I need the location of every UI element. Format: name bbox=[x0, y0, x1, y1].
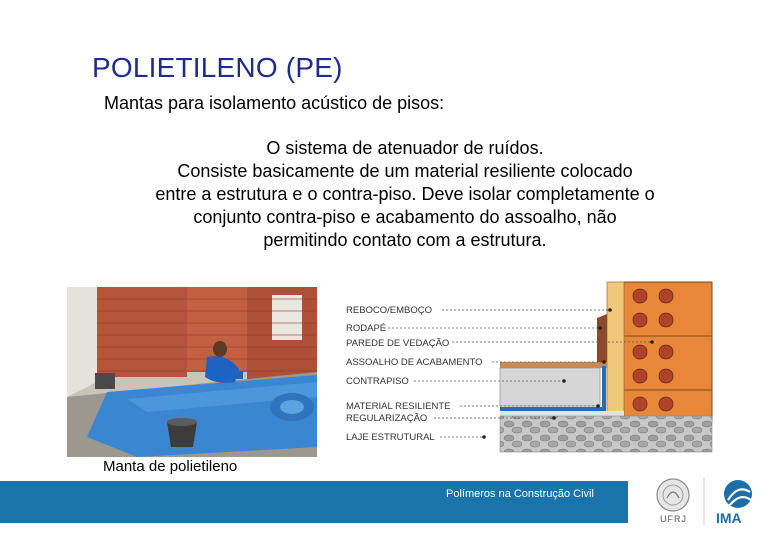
label-contrapiso: CONTRAPISO bbox=[346, 376, 409, 387]
label-material-resiliente: MATERIAL RESILIENTE bbox=[346, 401, 451, 412]
body-line: conjunto contra-piso e acabamento do assoalho, não bbox=[193, 207, 617, 227]
label-laje: LAJE ESTRUTURAL bbox=[346, 432, 435, 443]
floor-section-diagram bbox=[342, 280, 716, 455]
footer-text: Polímeros na Construção Civil bbox=[446, 488, 594, 500]
label-rodape: RODAPÉ bbox=[346, 323, 387, 334]
logo-area bbox=[628, 470, 780, 540]
photo-illustration bbox=[67, 287, 317, 457]
ima-logo-icon bbox=[724, 480, 752, 508]
label-reboco: REBOCO/EMBOÇO bbox=[346, 305, 433, 316]
label-regularizacao: REGULARIZAÇÃO bbox=[346, 413, 428, 424]
body-line: O sistema de atenuador de ruídos. bbox=[266, 138, 544, 158]
body-line: permitindo contato com a estrutura. bbox=[263, 230, 547, 250]
ufrj-seal-icon bbox=[657, 479, 689, 511]
body-paragraph bbox=[95, 137, 715, 252]
body-line: entre a estrutura e o contra-piso. Deve isolar completamente o bbox=[155, 184, 655, 204]
ufrj-label: UFRJ bbox=[660, 514, 687, 524]
label-assoalho: ASSOALHO DE ACABAMENTO bbox=[346, 357, 483, 368]
slide-subtitle: Mantas para isolamento acústico de pisos: bbox=[104, 93, 445, 113]
ima-label: IMA bbox=[716, 510, 742, 526]
slide-title: POLIETILENO (PE) bbox=[92, 52, 343, 83]
logos-illustration bbox=[628, 470, 780, 540]
body-line: Consiste basicamente de um material resiliente colocado bbox=[177, 161, 633, 181]
label-parede: PAREDE DE VEDAÇÃO bbox=[346, 338, 450, 349]
photo-caption: Manta de polietileno bbox=[103, 458, 238, 475]
polyethylene-blanket-photo bbox=[67, 287, 317, 457]
section-drawing bbox=[342, 280, 716, 455]
